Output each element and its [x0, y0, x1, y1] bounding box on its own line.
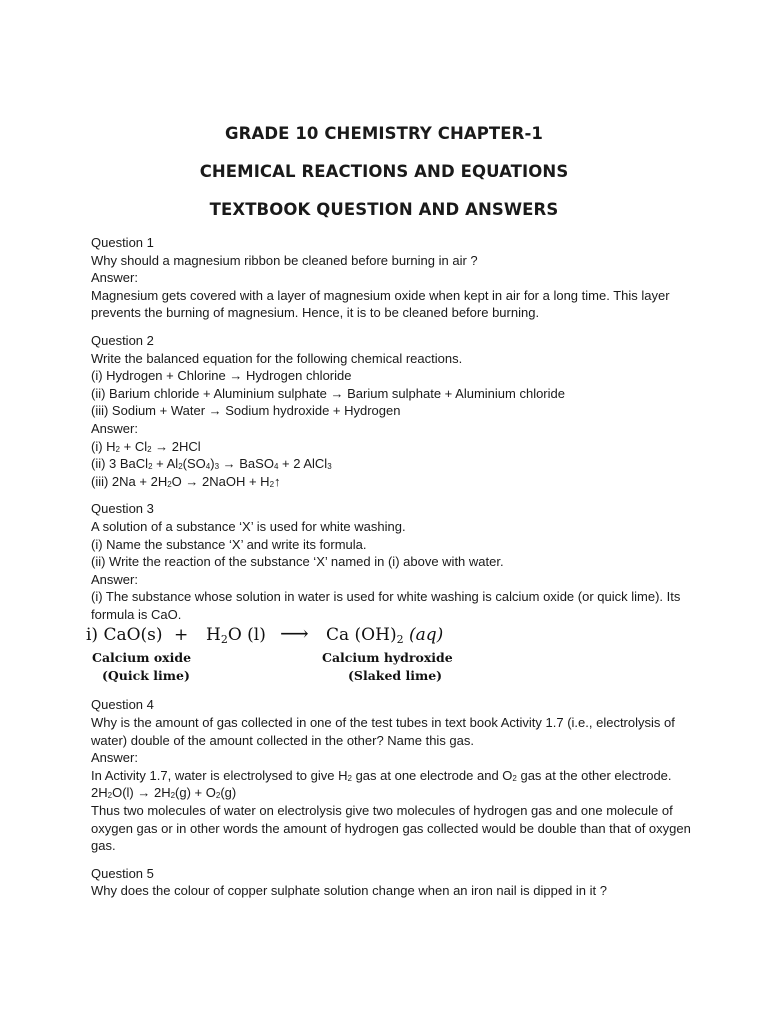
eq-reactant-cao: i) CaO(s)	[86, 625, 163, 646]
question-heading: Question 1	[91, 235, 154, 250]
answer-text: (i) The substance whose solution in water is used for white washing is calcium oxide (or quick lime). Its formula is CaO.	[91, 589, 681, 622]
eq-label-calcium-hydroxide: Calcium hydroxide	[322, 650, 453, 666]
question-heading: Question 4	[91, 697, 154, 713]
eq-reactant-water: $H_2O$ (l)	[206, 625, 266, 647]
eq-plus: +	[174, 625, 189, 646]
question-text: Why does the colour of copper sulphate solution change when an iron nail is dipped in it ?	[91, 883, 607, 899]
question-heading: Question 5	[91, 865, 154, 881]
answer-text: Thus two molecules of water on electrolysis give two molecules of hydrogen gas and one molecule of oxygen gas or in other words the amount of hydrogen gas collected would be double than that of oxygen gas.	[91, 803, 691, 854]
title-grade: GRADE 10 CHEMISTRY CHAPTER-1	[225, 124, 543, 143]
question-5	[91, 865, 691, 900]
eq-label-calcium-oxide: Calcium oxide	[92, 650, 192, 666]
answer-label: Answer:	[91, 750, 138, 766]
document-body	[86, 234, 691, 910]
question-1	[91, 234, 691, 322]
equation-image	[86, 621, 691, 685]
answer-text: In Activity 1.7, water is electrolysed to give $H_2$ gas at one electrode and $O_2$ gas at the other electrode.	[91, 767, 672, 783]
answer-label: Answer:	[91, 420, 138, 436]
question-3	[91, 500, 691, 623]
question-heading: Question 2	[91, 332, 154, 348]
answer-text: Magnesium gets covered with a layer of magnesium oxide when kept in air for a long time. This layer prevents the burning of magnesium. Hence, it is to be cleaned before burning.	[91, 287, 670, 321]
question-4	[91, 696, 691, 854]
question-text: A solution of a substance ‘X’ is used for white washing.	[91, 518, 406, 534]
answer-equation: $2H_2O(l) \to 2H_2(g) + O_2(g)$	[91, 785, 237, 801]
answer-label: Answer:	[91, 270, 138, 286]
eq-label-slaked-lime: (Slaked lime)	[348, 668, 443, 684]
title-block	[0, 124, 768, 219]
question-item: (iii) Sodium + Water → Sodium hydroxide + Hydrogen	[91, 403, 401, 419]
eq-arrow: ⟶	[280, 621, 309, 646]
question-text: Write the balanced equation for the following chemical reactions.	[91, 350, 463, 366]
title-subtitle: TEXTBOOK QUESTION AND ANSWERS	[209, 200, 559, 219]
question-text: Why should a magnesium ribbon be cleaned before burning in air ?	[91, 252, 478, 268]
question-2	[91, 332, 691, 490]
question-item: (ii) Barium chloride + Aluminium sulphate → Barium sulphate + Aluminium chloride	[91, 385, 565, 401]
answer-equation: (i) $H_2 + Cl_2 \to 2HCl$	[91, 438, 201, 454]
question-item: (ii) Write the reaction of the substance ‘X’ named in (i) above with water.	[91, 554, 504, 570]
answer-equation: (ii) 3 BaCl$_2$ + $Al_2(SO_4)_3$ → BaSO$_4$ + 2 AlCl$_3$	[91, 456, 332, 472]
answer-equation: (iii) $2Na + 2H_2O$ → 2NaOH + $H_2↑$	[91, 473, 281, 489]
title-chapter: CHEMICAL REACTIONS AND EQUATIONS	[199, 162, 569, 181]
question-item: (i) Hydrogen + Chlorine → Hydrogen chloride	[91, 368, 352, 384]
question-item: (i) Name the substance ‘X’ and write its formula.	[91, 536, 367, 552]
answer-label: Answer:	[91, 571, 138, 587]
question-heading: Question 3	[91, 501, 154, 517]
eq-label-quick-lime: (Quick lime)	[102, 668, 190, 684]
eq-product: Ca $(OH)_2$ (aq)	[326, 625, 444, 647]
question-text: Why is the amount of gas collected in one of the test tubes in text book Activity 1.7 (i.e., electrolysis of water) double of the amount collected in the other? Name this gas.	[91, 715, 675, 748]
